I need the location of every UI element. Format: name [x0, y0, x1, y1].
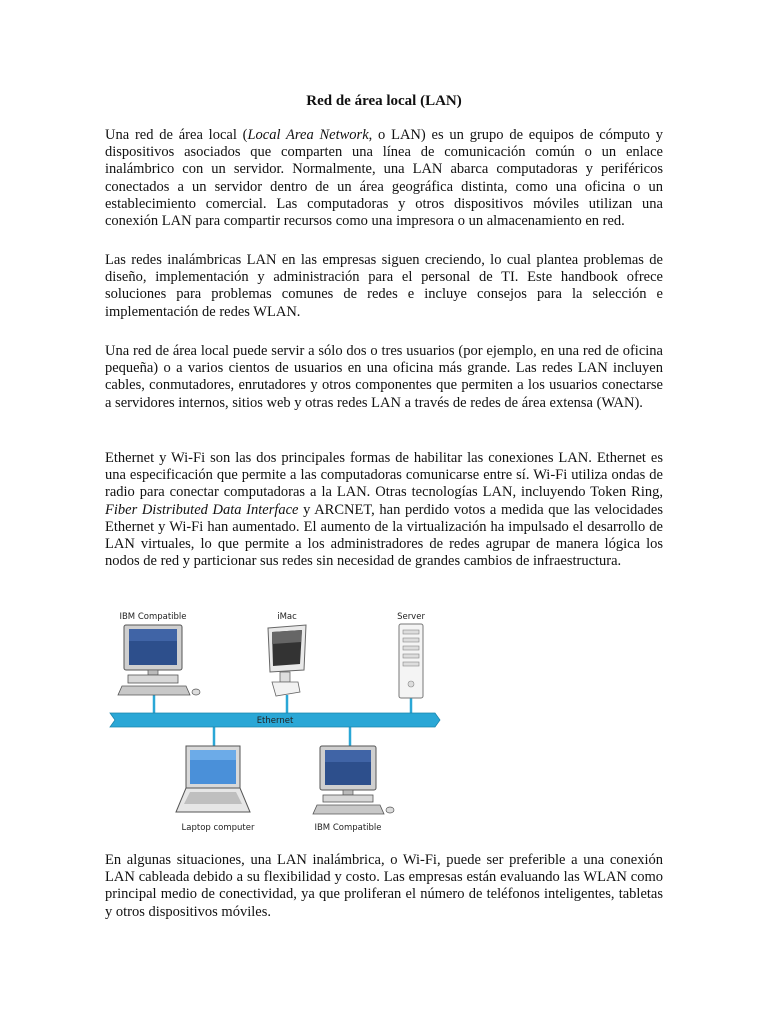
paragraph-1 — [105, 127, 663, 230]
laptop-icon — [176, 746, 250, 812]
paragraph-2: Las redes inalámbricas LAN en las empresas siguen creciendo, lo cual plantea problemas de diseño, implementación y administración para el personal de TI. Este handbook ofrece soluciones para problemas comunes de redes e incluye consejos para la selección e implementación de redes WLAN. — [105, 252, 663, 320]
p1-text-a: Una red de área local ( — [105, 127, 248, 143]
server-icon — [399, 624, 423, 698]
paragraph-3: Una red de área local puede servir a sólo dos o tres usuarios (por ejemplo, en una red de oficina pequeña) o a varios cientos de usuarios en una oficina más grande. Las redes LAN incluyen cables, conmutadores, enrutadores y otros componentes que permiten a los usuarios conectarse a servidores internos, sitios web y otras redes LAN a través de redes de área extensa (WAN). — [105, 343, 663, 411]
p4-text-a: Ethernet y Wi-Fi son las dos principales formas de habilitar las conexiones LAN. Ethernet es una especificación que permite a las computadoras comunicarse entre sí. Wi-Fi utiliza ondas de radio para conectar computadoras a la LAN. Otras tecnologías LAN, incluyendo Token Ring, — [105, 450, 663, 501]
label-ibm-top: IBM Compatible — [119, 612, 187, 622]
p1-text-b: , o LAN) es un grupo de equipos de cómputo y dispositivos asociados que comparten una línea de comunicación común o un enlace inalámbrico con un servidor. Normalmente, una LAN abarca computadoras y periféricos conectados a un servidor dentro de un área geográfica distinta, como una oficina o un establecimiento comercial. Las computadoras y otros dispositivos móviles utilizan una conexión LAN para compartir recursos como una impresora o un almacenamiento en red. — [105, 127, 663, 230]
label-laptop: Laptop computer — [181, 823, 255, 833]
desktop-computer-icon — [118, 625, 200, 695]
paragraph-4 — [105, 450, 663, 570]
label-ibm-bottom: IBM Compatible — [314, 823, 382, 833]
p1-emphasis: Local Area Network — [247, 127, 369, 143]
lan-diagram — [100, 600, 450, 840]
label-imac: iMac — [277, 612, 297, 622]
imac-icon — [268, 625, 306, 696]
ethernet-label: Ethernet — [256, 716, 294, 726]
desktop-computer-bottom-icon — [313, 746, 394, 814]
p4-emphasis: Fiber Distributed Data Interface — [105, 501, 299, 518]
document-title: Red de área local (LAN) — [306, 93, 462, 109]
p4-text-b: y ARCNET, han perdido votos a medida que las velocidades Ethernet y Wi-Fi han aumentado. El aumento de la virtualización ha impulsado el desarrollo de LAN virtuales, lo que permite a los administradores de redes agrupar de manera lógica los nodos de red y particionar sus redes sin necesidad de grandes cambios de infraestructura. — [105, 501, 664, 570]
paragraph-5: En algunas situaciones, una LAN inalámbrica, o Wi-Fi, puede ser preferible a una conexión LAN cableada debido a su flexibilidad y costo. Las empresas están evaluando las WLAN como principal medio de conectividad, ya que proliferan el número de teléfonos inteligentes, tabletas y otros dispositivos móviles. — [105, 852, 663, 920]
label-server: Server — [397, 612, 425, 622]
